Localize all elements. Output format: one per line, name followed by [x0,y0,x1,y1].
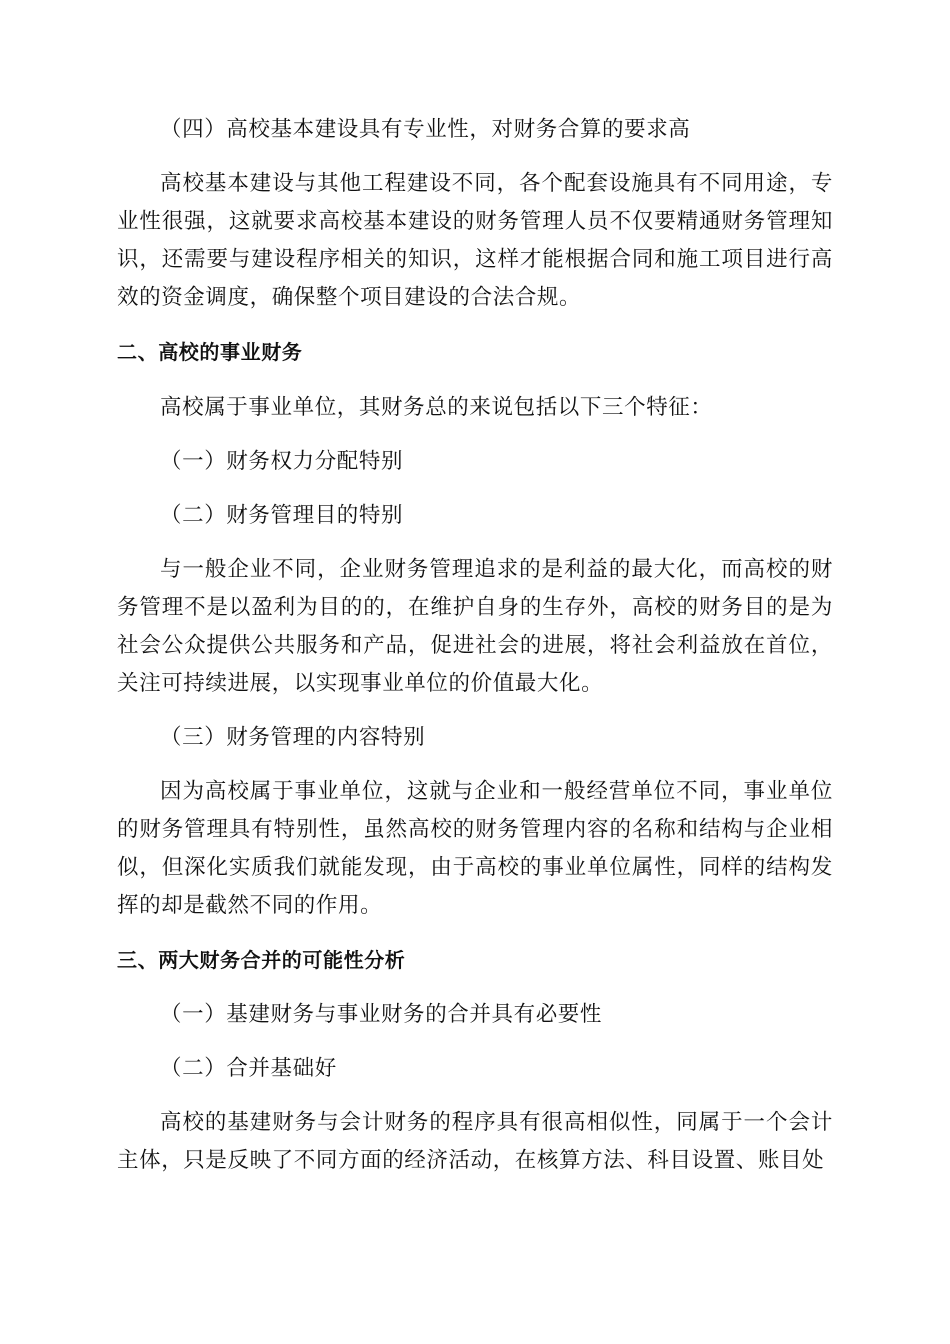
subheading-1-necessity: （一）基建财务与事业财务的合并具有必要性 [160,1002,603,1027]
section-heading-3: 三、两大财务合并的可能性分析 [117,948,406,972]
subheading-4-professional: （四）高校基本建设具有专业性，对财务合算的要求高 [160,117,691,142]
subheading-2-management-goal: （二）财务管理目的特别 [160,503,404,528]
paragraph-management-content: 因为高校属于事业单位，这就与企业和一般经营单位不同，事业单位的财务管理具有特别性，虽然高校的财务管理内容的名称和结构与企业相似，但深化实质我们就能发现，由于高校的事业单位属性，同样的结构发挥的却是截然不同的作用。 [117,779,833,918]
subheading-3-management-content: （三）财务管理的内容特别 [160,725,426,750]
subheading-1-power-distribution: （一）财务权力分配特别 [160,449,404,474]
paragraph-similarity: 高校的基建财务与会计财务的程序具有很高相似性，同属于一个会计主体，只是反映了不同方面的经济活动，在核算方法、科目设置、账目处 [117,1110,833,1173]
paragraph-professional-requirements: 高校基本建设与其他工程建设不同，各个配套设施具有不同用途，专业性很强，这就要求高校基本建设的财务管理人员不仅要精通财务管理知识，还需要与建设程序相关的知识，这样才能根据合同和施工项目进行高效的资金调度，确保整个项目建设的合法合规。 [117,171,833,310]
subheading-2-good-basis: （二）合并基础好 [160,1056,337,1081]
paragraph-management-goal: 与一般企业不同，企业财务管理追求的是利益的最大化，而高校的财务管理不是以盈利为目的的，在维护自身的生存外，高校的财务目的是为社会公众提供公共服务和产品，促进社会的进展，将社会利益放在首位，关注可持续进展，以实现事业单位的价值最大化。 [117,557,833,696]
section-heading-2: 二、高校的事业财务 [117,340,303,364]
paragraph-three-features: 高校属于事业单位，其财务总的来说包括以下三个特征： [160,395,713,420]
